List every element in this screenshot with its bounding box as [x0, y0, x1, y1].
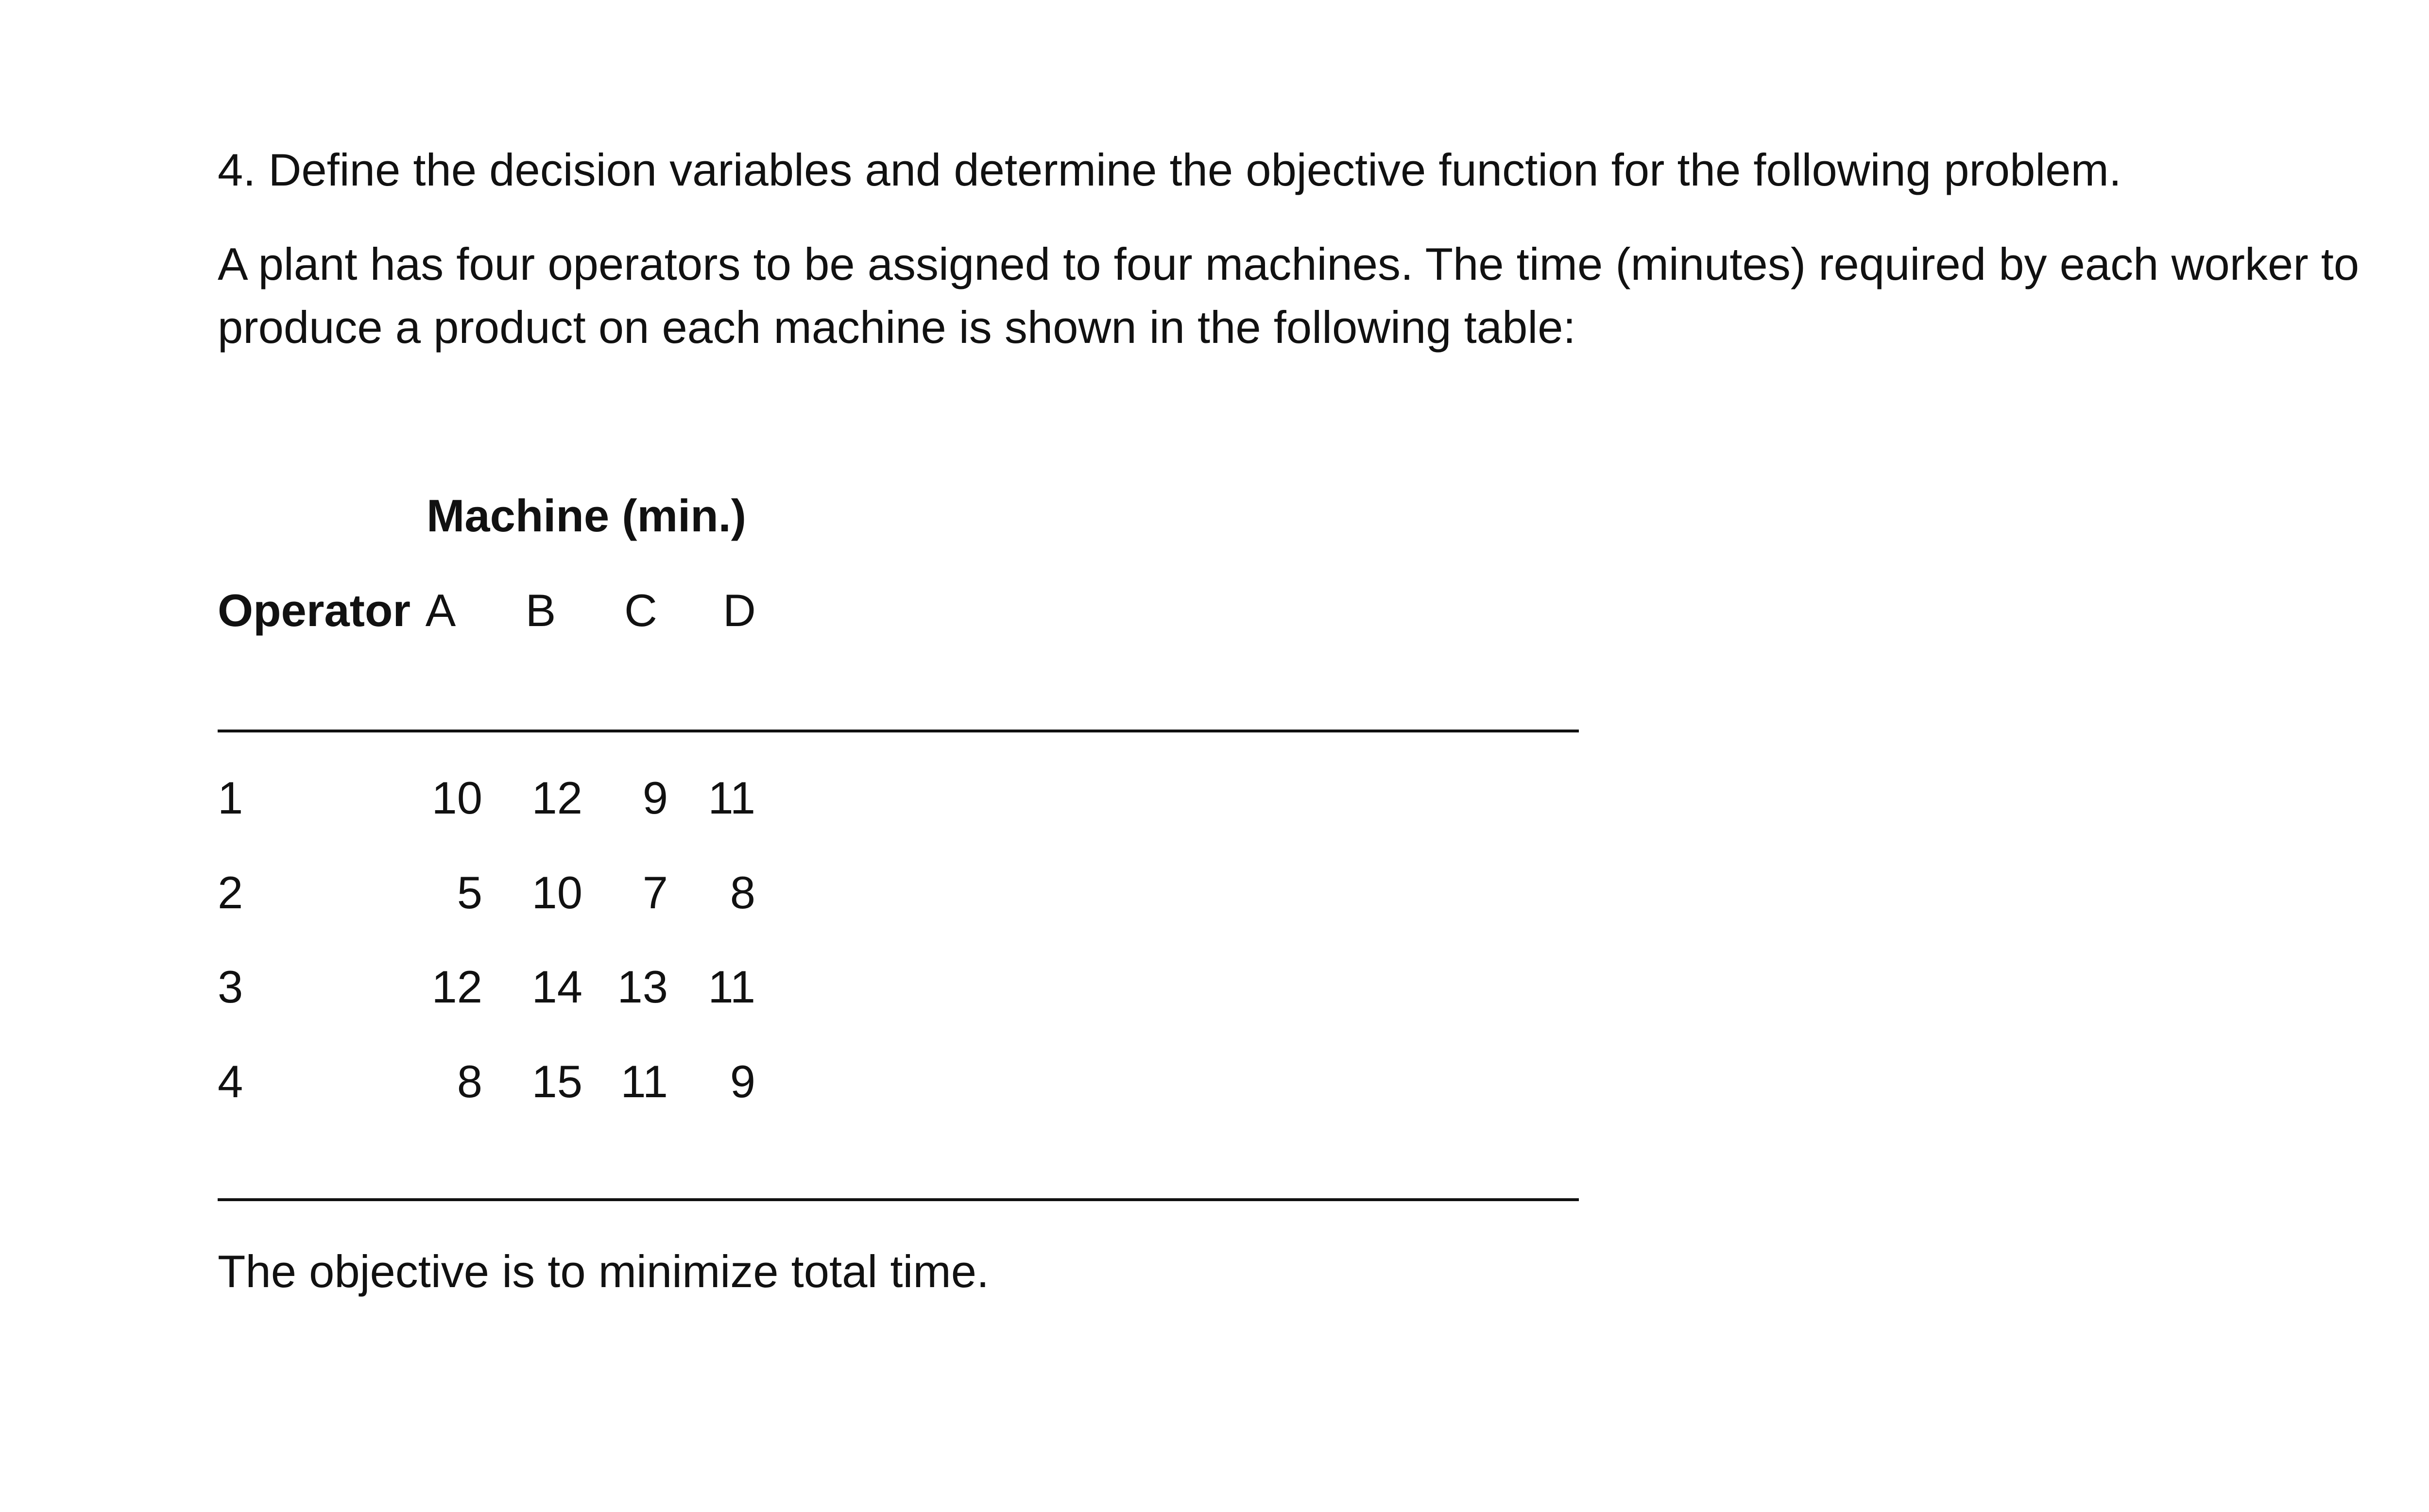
time-cell: 12: [431, 961, 482, 1012]
machine-column-header-c: C: [624, 585, 657, 636]
time-cell: 8: [730, 867, 755, 918]
table-row: [0, 864, 2429, 922]
table-top-rule: [218, 730, 1579, 732]
time-cell: 9: [730, 1056, 755, 1107]
table-bottom-rule: [218, 1198, 1579, 1201]
objective-statement: The objective is to minimize total time.: [218, 1246, 990, 1297]
time-cell: 11: [708, 961, 755, 1012]
time-cell: 5: [457, 867, 482, 918]
time-cell: 10: [431, 772, 482, 823]
operator-label: 3: [218, 961, 243, 1012]
table-row: [0, 1053, 2429, 1111]
machine-column-header-a: A: [425, 585, 456, 636]
question-heading: 4. Define the decision variables and determine the objective function for the following problem.: [218, 144, 2121, 195]
operator-column-header: Operator: [218, 585, 411, 636]
operator-label: 2: [218, 867, 243, 918]
time-cell: 9: [642, 772, 668, 823]
operator-label: 4: [218, 1056, 243, 1107]
operator-label: 1: [218, 772, 243, 823]
time-cell: 11: [708, 772, 755, 823]
machine-column-header-b: B: [525, 585, 556, 636]
table-row: [0, 958, 2429, 1016]
time-cell: 11: [620, 1056, 668, 1107]
time-cell: 10: [531, 867, 582, 918]
table-row: [0, 769, 2429, 827]
time-cell: 8: [457, 1056, 482, 1107]
problem-intro-line-2: produce a product on each machine is shown in the following table:: [218, 302, 1576, 353]
table-caption: Machine (min.): [427, 490, 747, 541]
time-cell: 12: [531, 772, 582, 823]
time-cell: 7: [642, 867, 668, 918]
problem-intro-line-1: A plant has four operators to be assigned to four machines. The time (minutes) required by each worker to: [218, 238, 2360, 289]
machine-column-header-d: D: [723, 585, 756, 636]
time-cell: 15: [531, 1056, 582, 1107]
time-cell: 14: [531, 961, 582, 1012]
time-cell: 13: [617, 961, 668, 1012]
